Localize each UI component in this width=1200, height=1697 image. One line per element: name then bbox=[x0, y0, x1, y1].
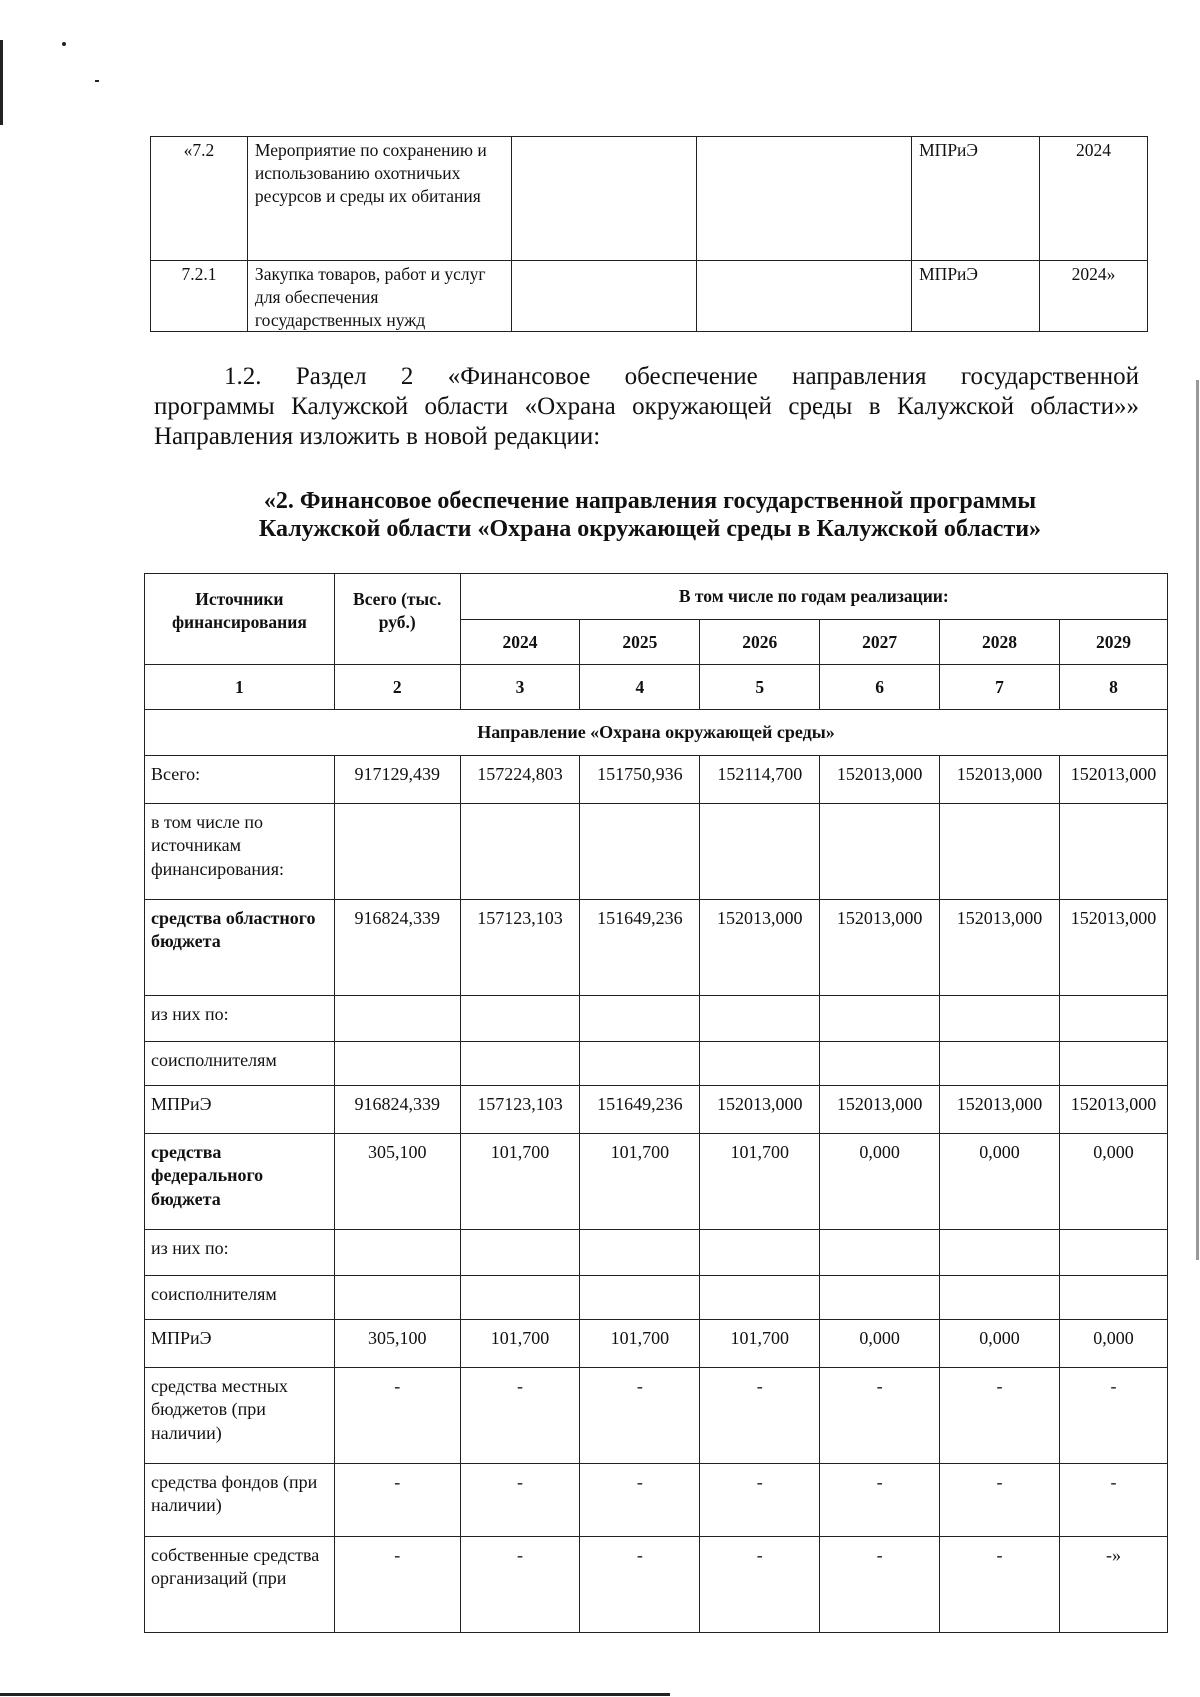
cell-year-value: 101,700 bbox=[580, 1320, 700, 1368]
cell-total bbox=[334, 1276, 460, 1320]
cell-year-value: - bbox=[700, 1368, 820, 1464]
table-row bbox=[145, 1086, 1168, 1134]
cell-year-value: 101,700 bbox=[460, 1320, 580, 1368]
cell-year-value: - bbox=[580, 1368, 700, 1464]
activity-executor: МПРиЭ bbox=[912, 261, 1040, 332]
cell-total bbox=[334, 804, 460, 900]
cell-year-value: - bbox=[1059, 1368, 1167, 1464]
table-row bbox=[145, 1230, 1168, 1276]
table-row bbox=[145, 996, 1168, 1042]
cell-year-value bbox=[700, 1042, 820, 1086]
cell-total: - bbox=[334, 1368, 460, 1464]
cell-year-value bbox=[820, 1276, 940, 1320]
cell-year-value: 0,000 bbox=[940, 1320, 1060, 1368]
scan-mark bbox=[0, 1693, 670, 1696]
header-year: 2024 bbox=[460, 620, 580, 665]
scan-mark bbox=[0, 40, 3, 125]
activity-name: Мероприятие по сохранению и использованию охотничьих ресурсов и среды их обитания bbox=[247, 137, 511, 261]
cell-year-value: 0,000 bbox=[1059, 1134, 1167, 1230]
cell-total: 916824,339 bbox=[334, 900, 460, 996]
cell-year-value: 152114,700 bbox=[700, 756, 820, 804]
cell-year-value bbox=[580, 1230, 700, 1276]
cell-year-value: 0,000 bbox=[820, 1134, 940, 1230]
header-year: 2028 bbox=[940, 620, 1060, 665]
cell-year-value bbox=[460, 1230, 580, 1276]
cell-year-value: - bbox=[460, 1368, 580, 1464]
cell-year-value bbox=[940, 1276, 1060, 1320]
cell-year-value bbox=[820, 996, 940, 1042]
cell-year-value: - bbox=[940, 1368, 1060, 1464]
row-label: из них по: bbox=[145, 1230, 335, 1276]
header-year: 2027 bbox=[820, 620, 940, 665]
paragraph-first-line: 1.2. Раздел 2 «Финансовое обеспечение направления государственной bbox=[224, 363, 1139, 390]
cell-total bbox=[334, 1230, 460, 1276]
cell-year-value: - bbox=[1059, 1464, 1167, 1537]
header-year: 2029 bbox=[1059, 620, 1167, 665]
activity-cell bbox=[697, 261, 912, 332]
row-label: в том числе по источникам финансирования: bbox=[145, 804, 335, 900]
cell-year-value: - bbox=[820, 1464, 940, 1537]
scan-mark bbox=[1196, 380, 1199, 1260]
table-row bbox=[145, 1537, 1168, 1633]
table-row bbox=[145, 1464, 1168, 1537]
cell-total: - bbox=[334, 1537, 460, 1633]
cell-year-value bbox=[460, 996, 580, 1042]
header-year: 2025 bbox=[580, 620, 700, 665]
activities-table bbox=[150, 136, 1148, 332]
cell-year-value: 101,700 bbox=[700, 1134, 820, 1230]
cell-year-value: - bbox=[820, 1368, 940, 1464]
cell-year-value: - bbox=[460, 1464, 580, 1537]
cell-year-value: - bbox=[460, 1537, 580, 1633]
table-row bbox=[151, 137, 1148, 261]
scan-mark bbox=[95, 80, 99, 82]
row-label: из них по: bbox=[145, 996, 335, 1042]
cell-year-value: 151750,936 bbox=[580, 756, 700, 804]
cell-year-value: - bbox=[940, 1464, 1060, 1537]
cell-year-value bbox=[580, 804, 700, 900]
row-label: средства областного бюджета bbox=[145, 900, 335, 996]
table-row bbox=[145, 756, 1168, 804]
activity-name: Закупка товаров, работ и услуг для обеспечения государственных нужд bbox=[247, 261, 511, 332]
cell-total bbox=[334, 996, 460, 1042]
section-row bbox=[145, 710, 1168, 756]
cell-year-value bbox=[460, 1042, 580, 1086]
cell-year-value: - bbox=[940, 1537, 1060, 1633]
financing-table bbox=[144, 573, 1168, 1633]
table-row bbox=[145, 900, 1168, 996]
column-number: 4 bbox=[580, 665, 700, 710]
cell-year-value: 101,700 bbox=[460, 1134, 580, 1230]
cell-year-value bbox=[940, 1230, 1060, 1276]
cell-year-value bbox=[700, 1230, 820, 1276]
cell-year-value: 152013,000 bbox=[700, 1086, 820, 1134]
activity-cell bbox=[511, 137, 697, 261]
column-number: 5 bbox=[700, 665, 820, 710]
cell-year-value bbox=[580, 1042, 700, 1086]
table-row bbox=[151, 261, 1148, 332]
cell-year-value: 101,700 bbox=[580, 1134, 700, 1230]
column-number: 3 bbox=[460, 665, 580, 710]
activity-cell bbox=[511, 261, 697, 332]
cell-year-value: - bbox=[700, 1537, 820, 1633]
cell-year-value: - bbox=[580, 1464, 700, 1537]
row-label: средства местных бюджетов (при наличии) bbox=[145, 1368, 335, 1464]
cell-year-value: 151649,236 bbox=[580, 900, 700, 996]
cell-year-value: 152013,000 bbox=[1059, 900, 1167, 996]
paragraph-rest: программы Калужской области «Охрана окружающей среды в Калужской области»» Направления изложить в новой редакции: bbox=[154, 393, 1139, 450]
cell-year-value: 152013,000 bbox=[820, 900, 940, 996]
cell-year-value: 152013,000 bbox=[820, 756, 940, 804]
cell-year-value: - bbox=[700, 1464, 820, 1537]
cell-year-value bbox=[940, 1042, 1060, 1086]
heading-line: Калужской области «Охрана окружающей среды в Калужской области» bbox=[258, 516, 1042, 543]
column-number: 2 bbox=[334, 665, 460, 710]
cell-year-value bbox=[1059, 996, 1167, 1042]
cell-year-value bbox=[820, 1042, 940, 1086]
cell-year-value: 0,000 bbox=[820, 1320, 940, 1368]
cell-year-value: - bbox=[820, 1537, 940, 1633]
header-total: Всего (тыс. руб.) bbox=[334, 574, 460, 665]
cell-year-value: 157224,803 bbox=[460, 756, 580, 804]
activity-cell bbox=[697, 137, 912, 261]
cell-year-value bbox=[700, 1276, 820, 1320]
activity-year: 2024» bbox=[1040, 261, 1148, 332]
cell-year-value: 152013,000 bbox=[1059, 1086, 1167, 1134]
cell-year-value bbox=[940, 804, 1060, 900]
table-row bbox=[145, 804, 1168, 900]
cell-year-value: 152013,000 bbox=[820, 1086, 940, 1134]
row-label: средства фондов (при наличии) bbox=[145, 1464, 335, 1537]
cell-year-value: 152013,000 bbox=[700, 900, 820, 996]
cell-year-value: 152013,000 bbox=[940, 756, 1060, 804]
section-title: Направление «Охрана окружающей среды» bbox=[145, 710, 1168, 756]
amendment-paragraph bbox=[154, 362, 1139, 452]
activity-year: 2024 bbox=[1040, 137, 1148, 261]
cell-total: 305,100 bbox=[334, 1134, 460, 1230]
cell-total bbox=[334, 1042, 460, 1086]
cell-year-value bbox=[580, 1276, 700, 1320]
cell-year-value: 0,000 bbox=[1059, 1320, 1167, 1368]
cell-year-value bbox=[1059, 1042, 1167, 1086]
row-label: соисполнителям bbox=[145, 1042, 335, 1086]
cell-year-value: 157123,103 bbox=[460, 1086, 580, 1134]
table-row bbox=[145, 1042, 1168, 1086]
cell-year-value bbox=[820, 1230, 940, 1276]
cell-year-value bbox=[1059, 804, 1167, 900]
row-label: МПРиЭ bbox=[145, 1086, 335, 1134]
column-number: 1 bbox=[145, 665, 335, 710]
row-label: Всего: bbox=[145, 756, 335, 804]
activity-number: 7.2.1 bbox=[151, 261, 248, 332]
cell-year-value bbox=[580, 996, 700, 1042]
row-label: соисполнителям bbox=[145, 1276, 335, 1320]
scan-mark bbox=[62, 42, 66, 46]
cell-year-value bbox=[1059, 1230, 1167, 1276]
cell-year-value bbox=[700, 804, 820, 900]
row-label: МПРиЭ bbox=[145, 1320, 335, 1368]
column-number: 6 bbox=[820, 665, 940, 710]
column-number: 8 bbox=[1059, 665, 1167, 710]
cell-year-value bbox=[820, 804, 940, 900]
cell-year-value: 152013,000 bbox=[940, 1086, 1060, 1134]
header-row bbox=[145, 574, 1168, 620]
header-sources: Источники финансирования bbox=[145, 574, 335, 665]
row-label: собственные средства организаций (при bbox=[145, 1537, 335, 1633]
cell-year-value: 151649,236 bbox=[580, 1086, 700, 1134]
cell-total: 916824,339 bbox=[334, 1086, 460, 1134]
cell-year-value: 157123,103 bbox=[460, 900, 580, 996]
heading-line: «2. Финансовое обеспечение направления государственной программы bbox=[263, 488, 1037, 514]
activity-number: «7.2 bbox=[151, 137, 248, 261]
section-heading bbox=[150, 487, 1150, 544]
table-row bbox=[145, 1276, 1168, 1320]
header-year: 2026 bbox=[700, 620, 820, 665]
cell-year-value: - bbox=[580, 1537, 700, 1633]
cell-year-value: -» bbox=[1059, 1537, 1167, 1633]
cell-total: 917129,439 bbox=[334, 756, 460, 804]
header-by-years: В том числе по годам реализации: bbox=[460, 574, 1167, 620]
activity-executor: МПРиЭ bbox=[912, 137, 1040, 261]
cell-year-value: 101,700 bbox=[700, 1320, 820, 1368]
cell-year-value bbox=[460, 1276, 580, 1320]
row-label: средства федерального бюджета bbox=[145, 1134, 335, 1230]
cell-year-value bbox=[700, 996, 820, 1042]
cell-total: - bbox=[334, 1464, 460, 1537]
column-numbers-row bbox=[145, 665, 1168, 710]
table-row bbox=[145, 1368, 1168, 1464]
table-row bbox=[145, 1134, 1168, 1230]
cell-year-value: 0,000 bbox=[940, 1134, 1060, 1230]
table-row bbox=[145, 1320, 1168, 1368]
cell-year-value bbox=[1059, 1276, 1167, 1320]
cell-year-value bbox=[460, 804, 580, 900]
cell-total: 305,100 bbox=[334, 1320, 460, 1368]
cell-year-value: 152013,000 bbox=[1059, 756, 1167, 804]
column-number: 7 bbox=[940, 665, 1060, 710]
cell-year-value bbox=[940, 996, 1060, 1042]
cell-year-value: 152013,000 bbox=[940, 900, 1060, 996]
